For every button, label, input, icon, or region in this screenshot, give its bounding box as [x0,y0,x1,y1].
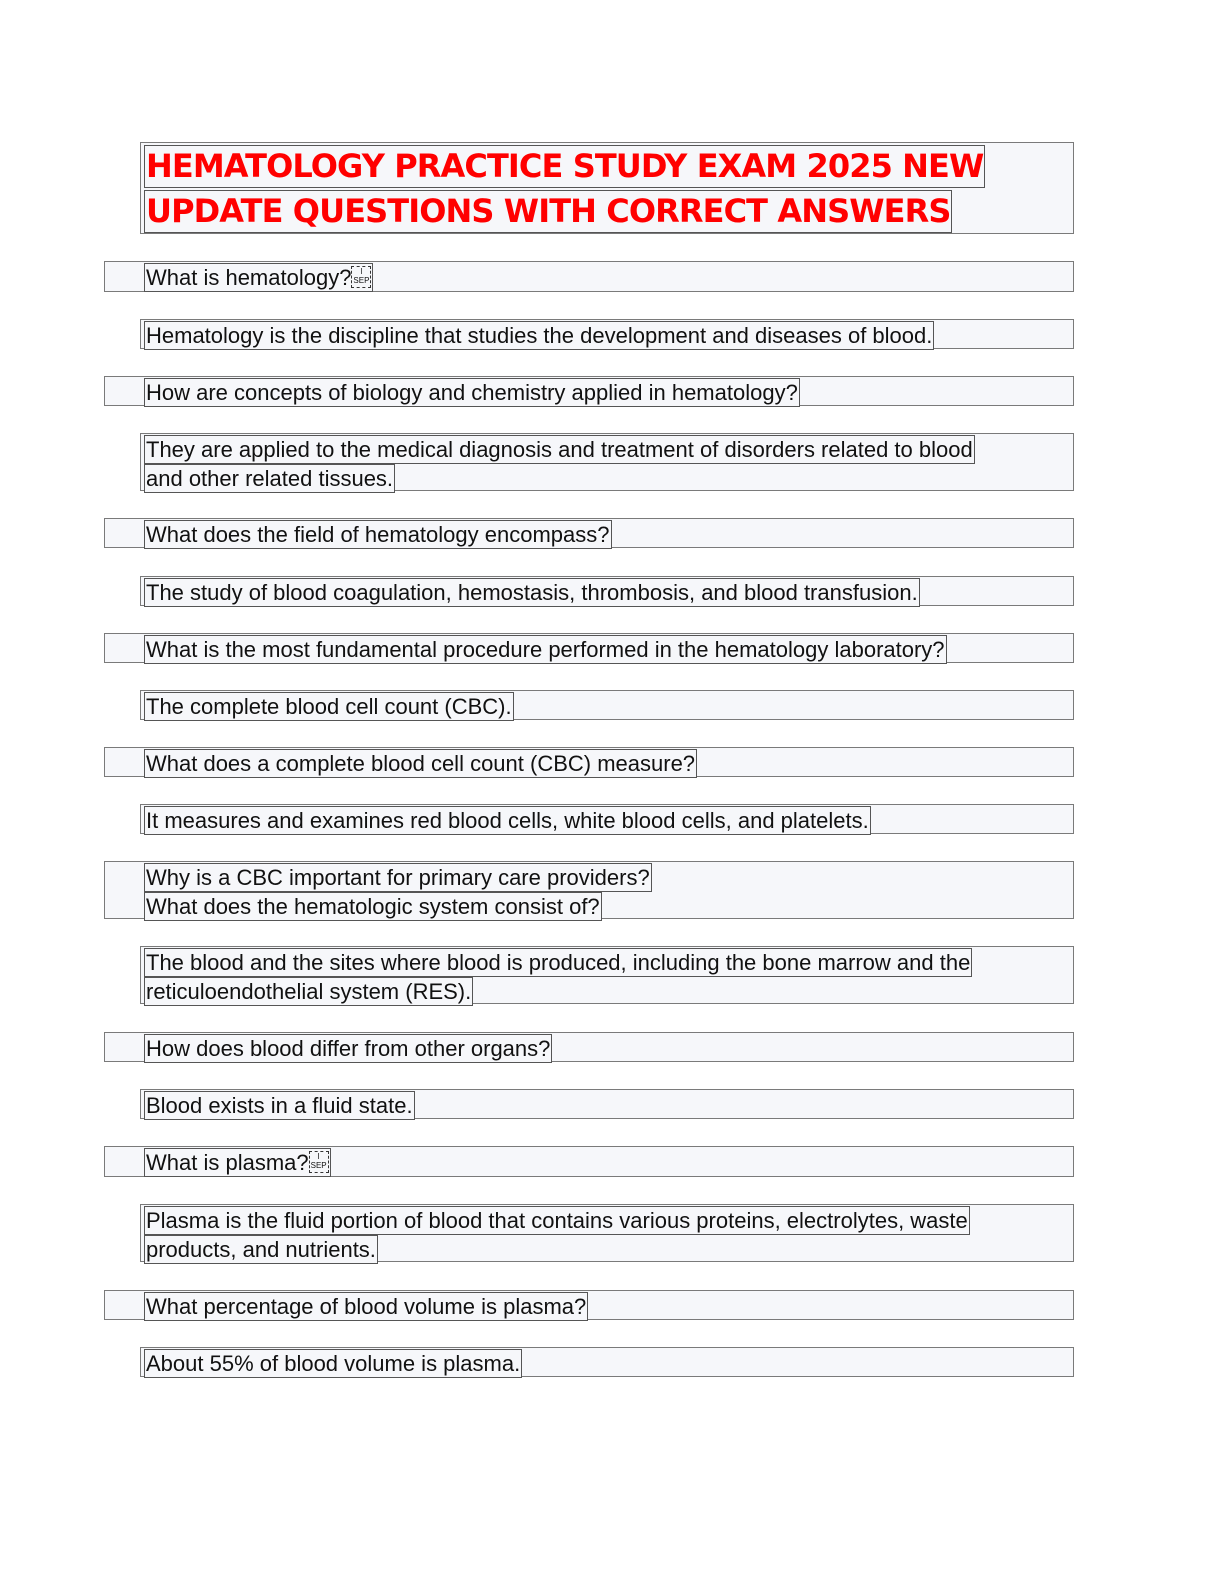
answer-text: The study of blood coagulation, hemostasis, thrombosis, and blood transfusion. [146,580,918,605]
question-box [104,633,1074,663]
answer-box [140,1204,1074,1262]
question-text: Why is a CBC important for primary care providers? [146,865,650,890]
answer-box [140,433,1074,491]
question-box [104,376,1074,406]
answer-box [140,319,1074,349]
question-box [104,861,1074,919]
question-box [104,1146,1074,1177]
answer-text: About 55% of blood volume is plasma. [146,1351,521,1376]
question-text: What is the most fundamental procedure performed in the hematology laboratory? [146,637,945,662]
question-box [104,1290,1074,1320]
title-box [140,142,1074,234]
answer-box [140,690,1074,720]
question-text: What does the hematologic system consist of? [146,894,600,919]
answer-text-line-2: and other related tissues. [146,466,394,491]
answer-box [140,804,1074,834]
answer-box [140,1347,1074,1377]
question-text: How does blood differ from other organs? [146,1036,551,1061]
sep-icon: l SEP [309,1151,329,1173]
question-box [104,747,1074,777]
answer-text-line-1: The blood and the sites where blood is produced, including the bone marrow and the [146,950,971,975]
question-box [104,518,1074,548]
answer-box [140,576,1074,606]
question-text: What percentage of blood volume is plasma? [146,1294,587,1319]
sep-icon: l SEP [351,266,371,288]
question-text: What is plasma? l SEP [144,1148,331,1177]
answer-text: Blood exists in a fluid state. [146,1093,413,1118]
answer-text-line-1: Plasma is the fluid portion of blood that contains various proteins, electrolytes, waste [146,1208,968,1233]
answer-text: The complete blood cell count (CBC). [146,694,512,719]
question-text: How are concepts of biology and chemistry applied in hematology? [146,380,798,405]
answer-text: Hematology is the discipline that studies the development and diseases of blood. [146,323,933,348]
question-text: What does a complete blood cell count (CBC) measure? [146,751,696,776]
question-text: What is hematology? l SEP [144,263,373,292]
answer-text-line-2: products, and nutrients. [146,1237,376,1262]
question-box [104,1032,1074,1062]
answer-box [140,946,1074,1004]
answer-box [140,1089,1074,1119]
answer-text: It measures and examines red blood cells, white blood cells, and platelets. [146,808,869,833]
question-box [104,261,1074,292]
answer-text-line-2: reticuloendothelial system (RES). [146,979,472,1004]
page-title-line-1: HEMATOLOGY PRACTICE STUDY EXAM 2025 NEW [144,145,985,188]
page-title-line-2: UPDATE QUESTIONS WITH CORRECT ANSWERS [144,190,952,233]
question-text: What does the field of hematology encompass? [146,522,610,547]
answer-text-line-1: They are applied to the medical diagnosis and treatment of disorders related to blood [146,437,973,462]
